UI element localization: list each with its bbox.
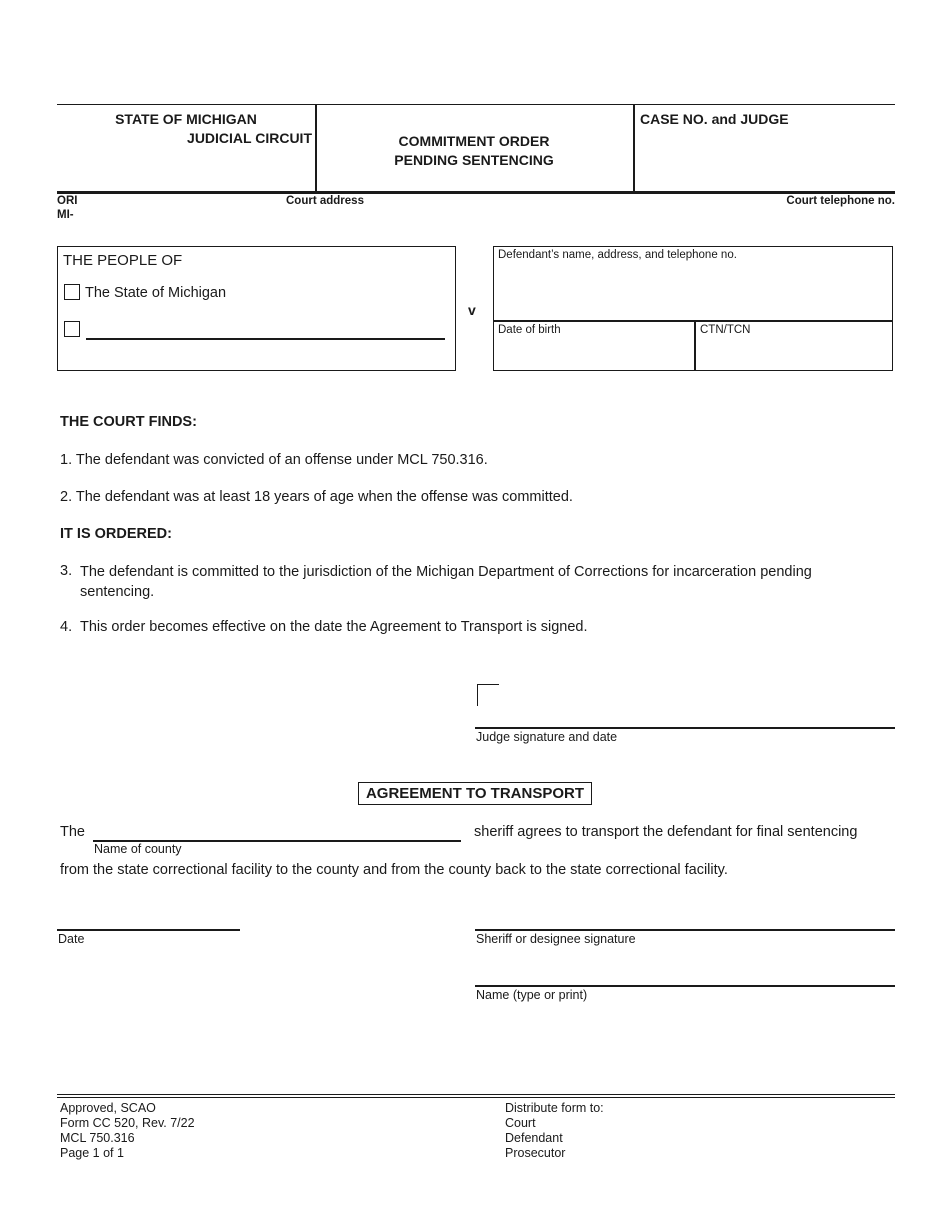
ori-prefix: MI- xyxy=(57,209,74,221)
other-people-field[interactable] xyxy=(86,338,445,340)
footer-form-number: Form CC 520, Rev. 7/22 xyxy=(60,1116,195,1130)
footer-page-number: Page 1 of 1 xyxy=(60,1146,124,1160)
other-people-checkbox[interactable] xyxy=(64,321,80,337)
finding-item-1: 1. The defendant was convicted of an offense under MCL 750.316. xyxy=(60,452,488,468)
footer-distribute-prosecutor: Prosecutor xyxy=(505,1146,566,1160)
dob-label: Date of birth xyxy=(498,324,561,336)
ori-field[interactable] xyxy=(80,206,230,222)
header-state: STATE OF MICHIGAN xyxy=(115,111,257,127)
agreement-lead-word: The xyxy=(60,824,85,840)
sheriff-signature-label: Sheriff or designee signature xyxy=(476,932,636,946)
form-title-line1: COMMITMENT ORDER xyxy=(398,133,550,149)
form-title-line2: PENDING SENTENCING xyxy=(394,152,554,168)
court-finds-heading: THE COURT FINDS: xyxy=(60,414,197,430)
order-item-3-text: The defendant is committed to the jurisdiction of the Michigan Department of Corrections for incarceration pending sentencing. xyxy=(80,564,812,600)
judge-signature-line[interactable] xyxy=(475,727,895,729)
dob-ctn-divider xyxy=(694,320,696,371)
court-address-field[interactable] xyxy=(286,209,586,225)
printed-name-line[interactable] xyxy=(475,985,895,987)
it-is-ordered-heading: IT IS ORDERED: xyxy=(60,526,172,542)
order-item-3-number: 3. xyxy=(60,563,73,579)
footer-rule-bottom xyxy=(57,1097,895,1098)
header-bottom-rule xyxy=(57,191,895,194)
finding-item-2: 2. The defendant was at least 18 years of age when the offense was committed. xyxy=(60,489,573,505)
case-no-judge-field[interactable] xyxy=(640,130,890,185)
date-field[interactable] xyxy=(57,929,240,931)
case-no-judge-label: CASE NO. and JUDGE xyxy=(640,111,789,127)
header-top-rule xyxy=(57,104,895,105)
footer-mcl: MCL 750.316 xyxy=(60,1131,135,1145)
versus-label: v xyxy=(468,302,476,318)
footer-approved: Approved, SCAO xyxy=(60,1101,156,1115)
state-of-michigan-option-label: The State of Michigan xyxy=(85,285,227,301)
order-item-4-number: 4. xyxy=(60,619,73,635)
state-of-michigan-checkbox[interactable] xyxy=(64,284,80,300)
ctn-label: CTN/TCN xyxy=(700,324,751,336)
signature-corner-mark xyxy=(477,684,499,706)
people-of-label: THE PEOPLE OF xyxy=(63,252,183,269)
footer-distribute-heading: Distribute form to: xyxy=(505,1101,604,1115)
court-phone-label: Court telephone no. xyxy=(786,195,895,207)
agreement-title: AGREEMENT TO TRANSPORT xyxy=(365,785,585,802)
date-label: Date xyxy=(58,932,85,946)
footer-distribute-court: Court xyxy=(505,1116,536,1130)
defendant-info-field[interactable] xyxy=(498,264,888,318)
dob-field[interactable] xyxy=(498,338,688,366)
county-name-label: Name of county xyxy=(94,842,182,856)
defendant-box-divider xyxy=(493,320,893,322)
order-item-4-text: This order becomes effective on the date the Agreement to Transport is signed. xyxy=(80,619,588,635)
header-divider-2 xyxy=(633,104,635,193)
circuit-number-field[interactable] xyxy=(90,130,185,146)
agreement-sheriff-text: sheriff agrees to transport the defendant for final sentencing xyxy=(474,824,858,840)
printed-name-label: Name (type or print) xyxy=(476,988,588,1002)
sheriff-signature-line[interactable] xyxy=(475,929,895,931)
header-circuit: JUDICIAL CIRCUIT xyxy=(187,130,312,146)
footer-rule-top xyxy=(57,1094,895,1095)
defendant-info-label: Defendant’s name, address, and telephone no. xyxy=(498,249,737,261)
court-address-label: Court address xyxy=(286,195,364,207)
footer-distribute-defendant: Defendant xyxy=(505,1131,563,1145)
ctn-field[interactable] xyxy=(700,338,888,366)
agreement-body-text: from the state correctional facility to the county and from the county back to the state correctional facility. xyxy=(60,862,728,878)
ori-label: ORI xyxy=(57,195,78,207)
judge-signature-label: Judge signature and date xyxy=(476,730,618,744)
